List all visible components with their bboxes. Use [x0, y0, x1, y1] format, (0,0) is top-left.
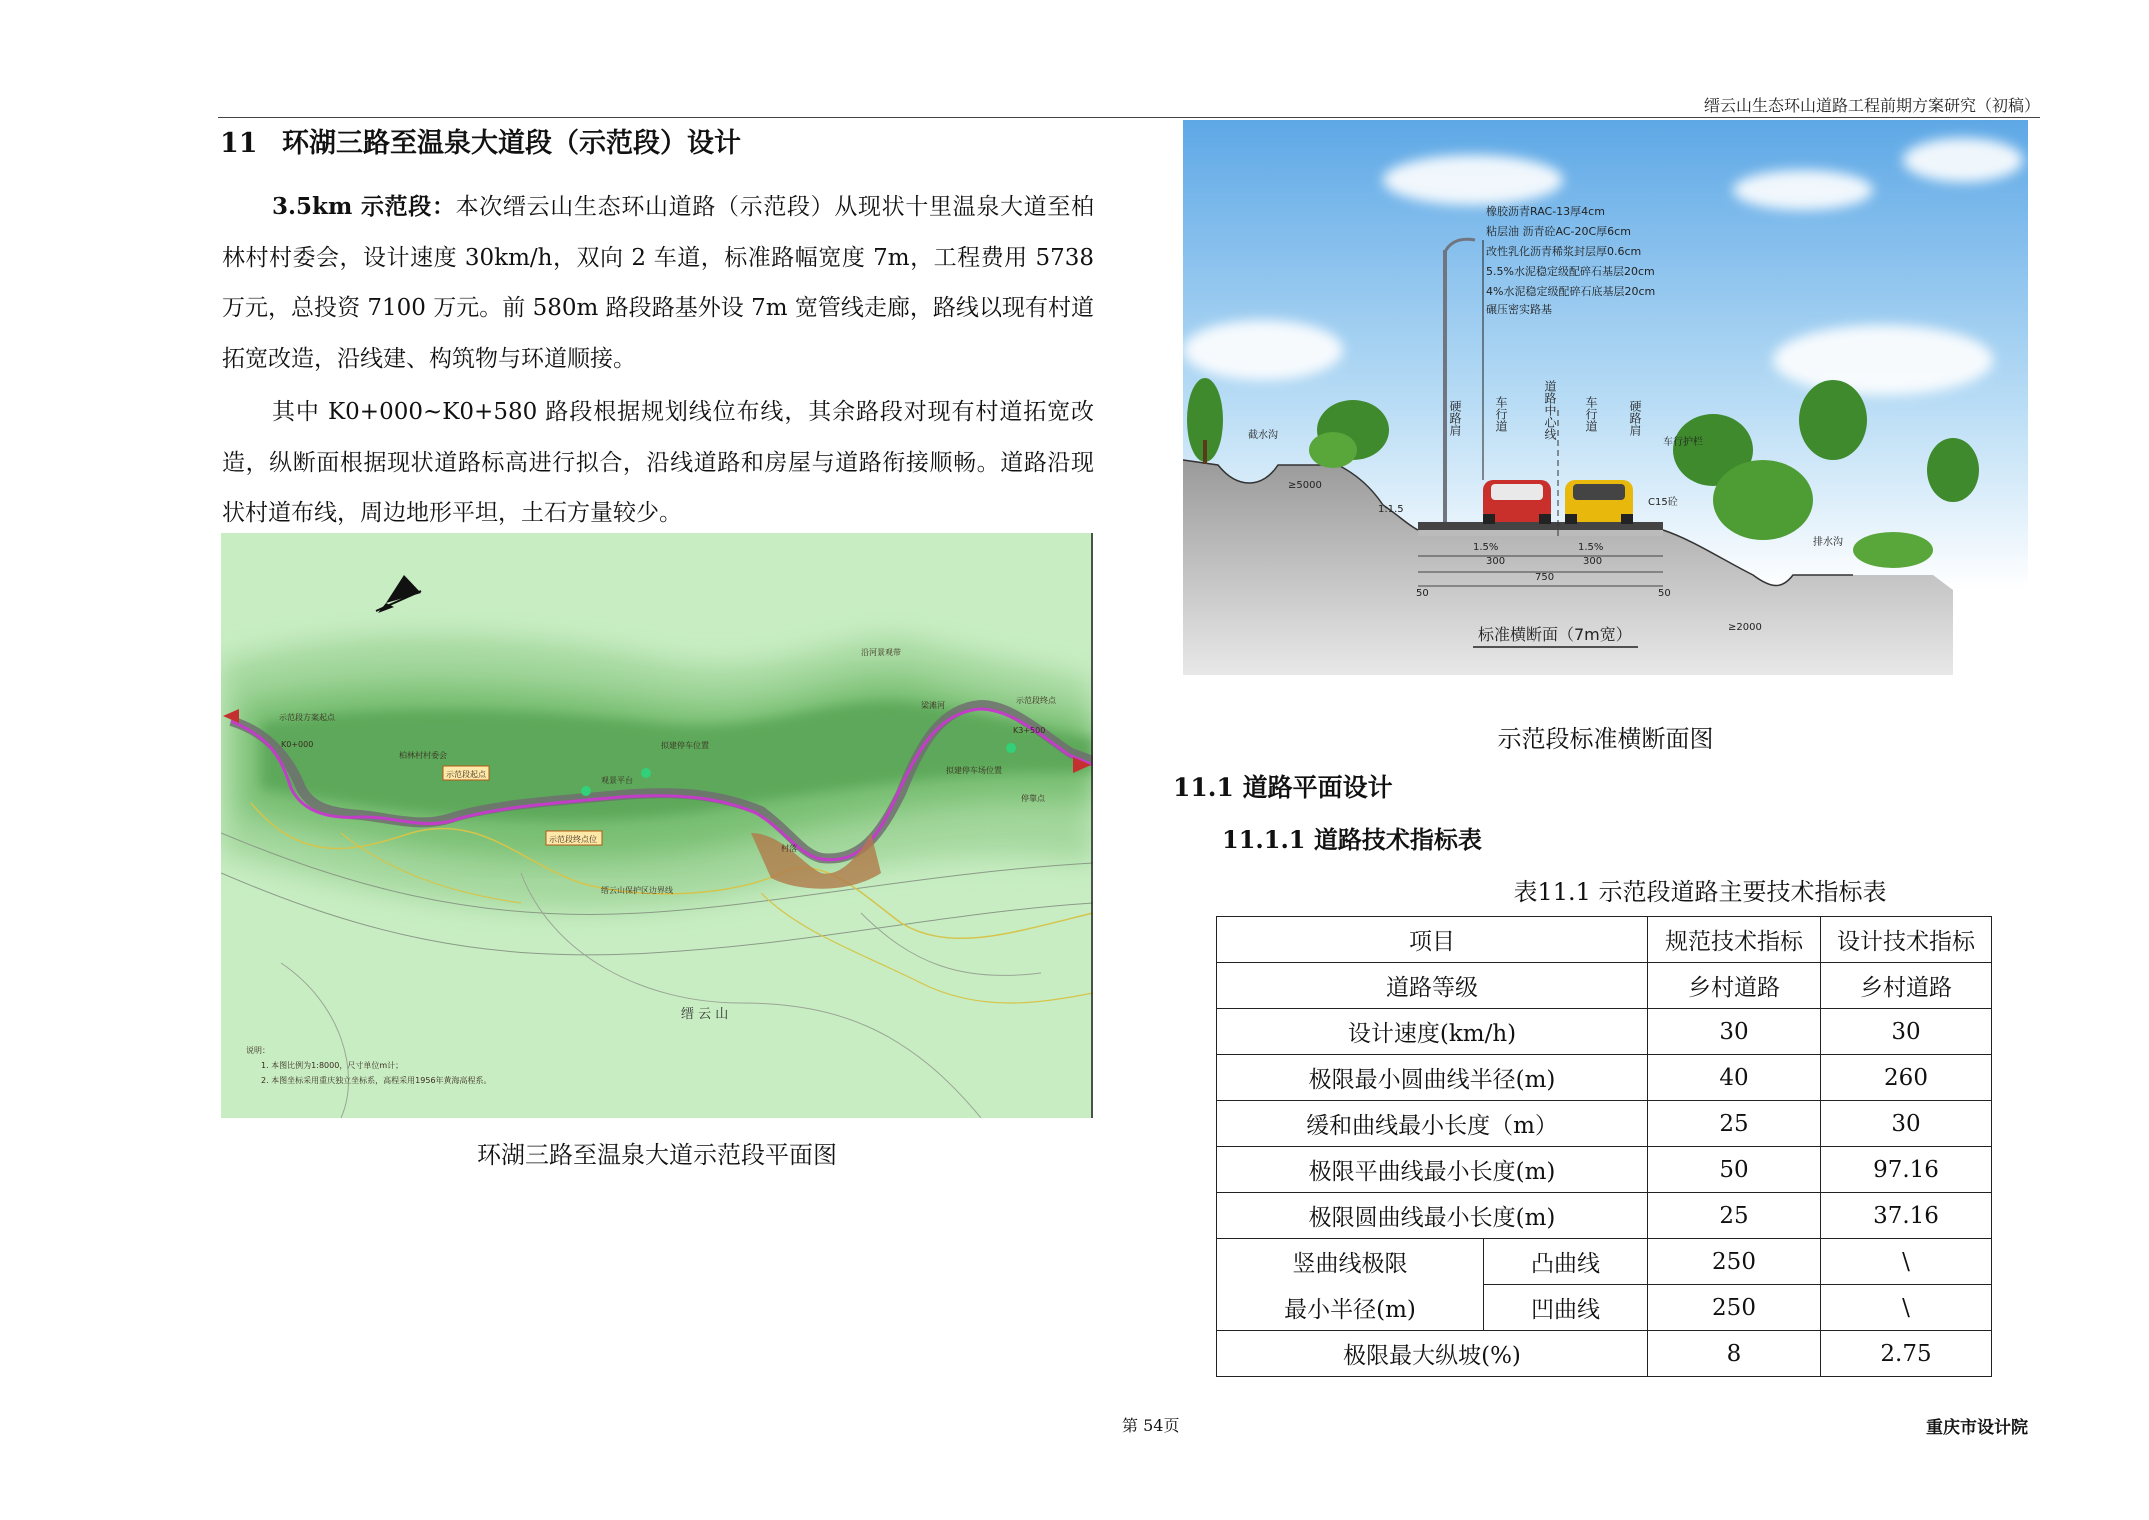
table-cell-item: 缓和曲线最小长度（m）: [1217, 1101, 1648, 1147]
pavement-layer-3: 改性乳化沥青稀浆封层厚0.6cm: [1486, 245, 1642, 258]
right-ditch-label: 排水沟: [1813, 537, 1843, 548]
map-label-k0: K0+000: [281, 740, 314, 749]
map-label-end: 示范段终点: [1016, 696, 1056, 705]
table-row: [1217, 1055, 1992, 1101]
table-cell-design: 30: [1821, 1101, 1992, 1147]
map-label-station: 停靠点: [1021, 794, 1045, 803]
map-label-parking-2: 拟建停车场位置: [946, 766, 1002, 775]
cross-section-caption: 示范段标准横断面图: [1497, 725, 1714, 753]
map-label-village-committee: 柏林村村委会: [399, 751, 447, 760]
zone-label-2: 车行道: [1494, 396, 1508, 432]
table-cell-spec: 250: [1648, 1239, 1821, 1285]
car-red-icon: [1483, 480, 1551, 524]
slope-right-label: ≥2000: [1728, 622, 1762, 633]
map-callout-2-text: 示范段终点位: [549, 835, 597, 844]
map-note-1: 1. 本图比例为1:8000，尺寸单位m计；: [261, 1061, 404, 1070]
plan-map-svg: [221, 533, 1093, 1118]
table-cell-design: 97.16: [1821, 1147, 1992, 1193]
table-cell-spec: 50: [1648, 1147, 1821, 1193]
table-header-spec: 规范技术指标: [1648, 917, 1821, 963]
slope-left-label: ≥5000: [1288, 480, 1322, 491]
table-cell-design: 37.16: [1821, 1193, 1992, 1239]
table-cell-spec: 250: [1648, 1285, 1821, 1331]
table-cell-group-line1: 竖曲线极限: [1217, 1239, 1484, 1285]
table-cell-item: 设计速度(km/h): [1217, 1009, 1648, 1055]
dim-5: 50: [1658, 588, 1671, 599]
left-ditch-label: 截水沟: [1248, 430, 1278, 441]
pavement-layer-2: 粘层油 沥青砼AC-20C厚6cm: [1486, 225, 1631, 238]
gradient-left: 1.5%: [1473, 542, 1499, 553]
section-title: [220, 121, 741, 160]
plan-map-figure: [221, 533, 1093, 1118]
table-cell-item: 极限平曲线最小长度(m): [1217, 1147, 1648, 1193]
table-cell-design: 2.75: [1821, 1331, 1992, 1377]
map-label-parking: 拟建停车位置: [661, 741, 709, 750]
slope-ratio-left: 1:1.5: [1378, 504, 1404, 515]
table-cell-item: 极限最小圆曲线半径(m): [1217, 1055, 1648, 1101]
zone-label-1: 硬路肩: [1448, 400, 1462, 436]
table-title: 表11.1 示范段道路主要技术指标表: [1513, 878, 1887, 906]
table-row: [1217, 1147, 1992, 1193]
spec-table: [1216, 916, 1992, 1377]
map-callout-1-text: 示范段起点: [446, 770, 486, 779]
map-label-viewpoint: 观景平台: [601, 776, 633, 785]
running-header: 缙云山生态环山道路工程前期方案研究（初稿）: [1703, 96, 2040, 115]
table-cell-spec: 乡村道路: [1648, 963, 1821, 1009]
table-cell-item: 道路等级: [1217, 963, 1648, 1009]
paragraph-1-body: 本次缙云山生态环山道路（示范段）从现状十里温泉大道至柏林村村委会，设计速度 30km/h，双向 2 车道，标准路幅宽度 7m，工程费用 5738 万元，总投资 7100 万元。前 580m 路段路基外设 7m 宽管线走廊，路线以现有村道拓宽改造，沿线建、构筑物与环道顺接。: [222, 194, 1095, 372]
section-number: 11: [220, 128, 258, 159]
table-cell-design: 乡村道路: [1821, 963, 1992, 1009]
table-row: [1217, 1239, 1992, 1285]
map-label-start: 示范段方案起点: [279, 713, 335, 722]
header-rule: [218, 117, 2040, 118]
map-notes-title: 说明：: [246, 1046, 270, 1055]
subsection-heading-1: 11.1 道路平面设计: [1173, 773, 1393, 802]
table-row: [1217, 1193, 1992, 1239]
table-cell-design: 30: [1821, 1009, 1992, 1055]
table-cell-spec: 40: [1648, 1055, 1821, 1101]
table-cell-item: 极限圆曲线最小长度(m): [1217, 1193, 1648, 1239]
paragraph-1-lead: 3.5km 示范段：: [272, 193, 456, 220]
table-cell-spec: 8: [1648, 1331, 1821, 1377]
pavement-layer-6: 碾压密实路基: [1486, 303, 1552, 316]
table-row: [1217, 1285, 1992, 1331]
paragraph-1: [222, 182, 1094, 384]
page-number: 第 54页: [1122, 1416, 1180, 1435]
table-cell-spec: 25: [1648, 1193, 1821, 1239]
dim-1: 50: [1416, 588, 1429, 599]
map-label-mountain: 缙 云 山: [681, 1007, 729, 1022]
map-label-village: 村落: [781, 844, 797, 853]
dim-3: 750: [1535, 572, 1555, 583]
map-label-boundary: 缙云山保护区边界线: [601, 886, 673, 895]
table-row: [1217, 1331, 1992, 1377]
table-cell-design: \: [1821, 1239, 1992, 1285]
institute-name: 重庆市设计院: [1926, 1418, 2028, 1438]
dim-4: 300: [1583, 556, 1603, 567]
map-note-2: 2. 本图坐标采用重庆独立坐标系，高程采用1956年黄海高程系。: [261, 1076, 492, 1085]
table-row: [1217, 1101, 1992, 1147]
zone-label-4: 车行道: [1584, 396, 1598, 432]
plan-map-caption: 环湖三路至温泉大道示范段平面图: [477, 1141, 837, 1169]
table-cell-spec: 25: [1648, 1101, 1821, 1147]
car-yellow-icon: [1565, 480, 1633, 524]
dim-2: 300: [1486, 556, 1506, 567]
paragraph-2: 其中 K0+000~K0+580 路段根据规划线位布线，其余路段对现有村道拓宽改造，纵断面根据现状道路标高进行拟合，沿线道路和房屋与道路衔接顺畅。道路沿现状村道布线，周边地形平坦，土石方量较少。: [222, 399, 1094, 526]
gradient-right: 1.5%: [1578, 542, 1604, 553]
zone-label-3: 道路中心线: [1543, 380, 1557, 440]
table-row: [1217, 1009, 1992, 1055]
map-point-1: [581, 786, 591, 796]
table-cell-convex: 凸曲线: [1484, 1239, 1648, 1285]
table-cell-group-line2: 最小半径(m): [1217, 1285, 1484, 1331]
map-point-3: [1006, 743, 1016, 753]
map-label-k3: K3+500: [1013, 726, 1046, 735]
table-header-item: 项目: [1217, 917, 1648, 963]
map-point-2: [641, 768, 651, 778]
map-label-landscape: 沿河景观带: [861, 648, 901, 657]
right-guard-label: 车行护栏: [1663, 437, 1703, 448]
pavement-layer-1: 橡胶沥青RAC-13厚4cm: [1486, 205, 1605, 218]
pavement-layer-5: 4%水泥稳定级配碎石底基层20cm: [1486, 285, 1656, 298]
table-cell-design: \: [1821, 1285, 1992, 1331]
street-light: [1443, 250, 1447, 522]
c15-label: C15砼: [1648, 497, 1678, 508]
pavement-layer-4: 5.5%水泥稳定级配碎石基层20cm: [1486, 265, 1655, 278]
table-cell-concave: 凹曲线: [1484, 1285, 1648, 1331]
cross-section-svg: [1183, 120, 2028, 675]
zone-label-5: 硬路肩: [1628, 400, 1642, 436]
table-header-row: [1217, 917, 1992, 963]
cross-section-title: 标准横断面（7m宽）: [1478, 625, 1632, 644]
section-title-text: 环湖三路至温泉大道段（示范段）设计: [282, 128, 741, 159]
subsection-heading-2: 11.1.1 道路技术指标表: [1222, 825, 1482, 854]
table-cell-design: 260: [1821, 1055, 1992, 1101]
table-row: [1217, 963, 1992, 1009]
table-cell-item: 极限最大纵坡(%): [1217, 1331, 1648, 1377]
table-cell-spec: 30: [1648, 1009, 1821, 1055]
cross-section-figure: [1183, 120, 2028, 675]
table-header-design: 设计技术指标: [1821, 917, 1992, 963]
map-label-river: 梁滩河: [921, 701, 945, 710]
